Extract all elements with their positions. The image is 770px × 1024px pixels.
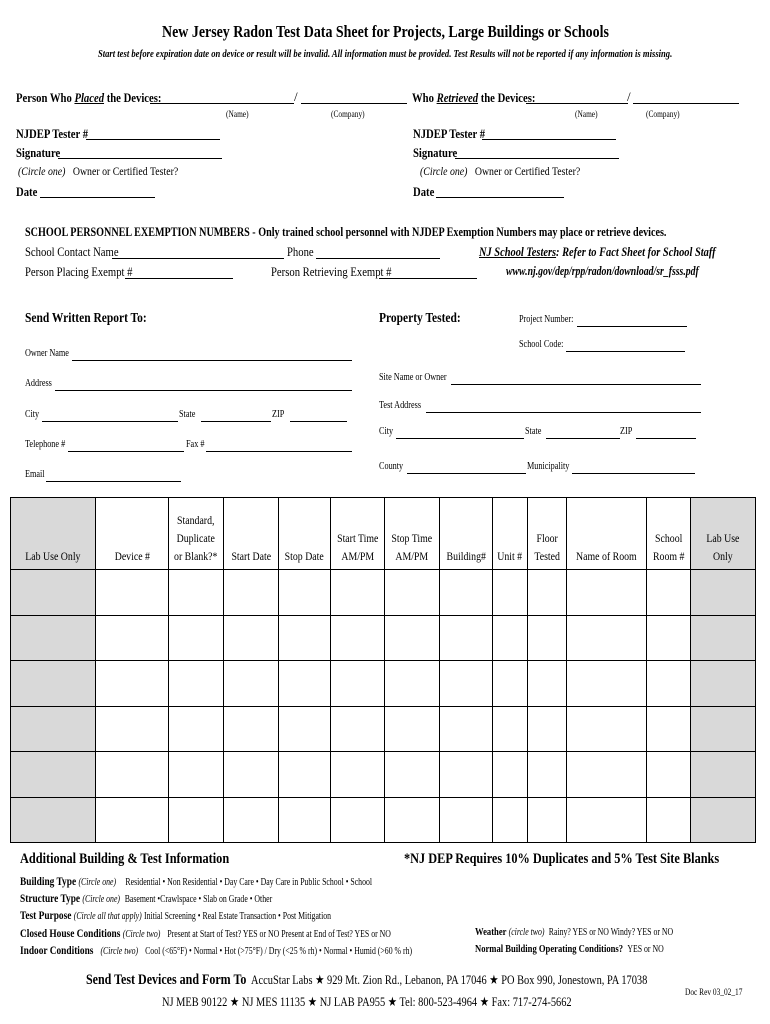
lab-use-cell xyxy=(11,752,96,798)
school-testers-link[interactable]: NJ School Testers xyxy=(479,244,557,259)
property-project-field[interactable] xyxy=(577,326,687,327)
lab-use-cell xyxy=(691,570,756,616)
retrieved-company-field[interactable] xyxy=(633,103,739,104)
page-subtitle: Start test before expiration date on device or result will be invalid. All information must be provided. Test Results will not be reported if any information is missing. xyxy=(97,48,673,60)
retrieved-name-field[interactable] xyxy=(526,103,628,104)
table-cell[interactable] xyxy=(330,797,385,843)
table-cell[interactable] xyxy=(493,706,527,752)
table-cell[interactable] xyxy=(223,615,279,661)
device-table xyxy=(10,497,756,843)
table-cell[interactable] xyxy=(279,661,330,707)
property-state-label: State xyxy=(525,426,542,437)
table-cell[interactable] xyxy=(223,706,279,752)
lab-use-cell xyxy=(691,661,756,707)
table-cell[interactable] xyxy=(527,661,566,707)
table-cell[interactable] xyxy=(223,661,279,707)
table-cell[interactable] xyxy=(527,752,566,798)
table-cell[interactable] xyxy=(95,797,169,843)
table-row xyxy=(11,570,756,616)
table-header-cell: Stop Time AM/PM xyxy=(385,498,440,570)
property-city-label: City xyxy=(379,426,394,437)
table-cell[interactable] xyxy=(527,570,566,616)
indoor-conditions-row[interactable]: Indoor Conditions (Circle two) Cool (<65°F) • Normal • Hot (>75°F) / Dry (<25 % rh) • Normal • Humid (>60 % rh) xyxy=(20,943,413,957)
structure-type-row[interactable]: Structure Type (Circle one) Basement •Crawlspace • Slab on Grade • Other xyxy=(20,891,273,905)
lab-use-cell xyxy=(691,615,756,661)
table-cell[interactable] xyxy=(279,615,330,661)
school-phone-field[interactable] xyxy=(316,258,440,259)
table-cell[interactable] xyxy=(439,706,493,752)
table-cell[interactable] xyxy=(567,615,647,661)
retrieved-circle-one[interactable]: (Circle one) Owner or Certified Tester? xyxy=(420,164,581,178)
table-cell[interactable] xyxy=(330,752,385,798)
table-cell[interactable] xyxy=(439,615,493,661)
table-row xyxy=(11,661,756,707)
table-cell[interactable] xyxy=(279,570,330,616)
duplicates-requirement: *NJ DEP Requires 10% Duplicates and 5% Test Site Blanks xyxy=(404,851,720,867)
lab-use-cell xyxy=(691,752,756,798)
table-row xyxy=(11,797,756,843)
lab-use-cell xyxy=(11,615,96,661)
table-cell[interactable] xyxy=(279,706,330,752)
lab-use-cell xyxy=(11,661,96,707)
table-cell[interactable] xyxy=(567,752,647,798)
table-cell[interactable] xyxy=(439,661,493,707)
retrieved-tester-field[interactable] xyxy=(482,139,616,140)
table-cell[interactable] xyxy=(385,615,440,661)
table-cell[interactable] xyxy=(493,752,527,798)
table-cell[interactable] xyxy=(330,615,385,661)
test-purpose-row[interactable]: Test Purpose (Circle all that apply) Initial Screening • Real Estate Transaction • Post Mitigation xyxy=(20,908,332,922)
school-phone-label: Phone xyxy=(287,244,314,259)
table-header-cell: Lab Use Only xyxy=(691,498,756,570)
normal-ops-row[interactable]: Normal Building Operating Conditions? YES or NO xyxy=(475,943,664,955)
school-retrieving-label: Person Retrieving Exempt # xyxy=(271,264,392,279)
table-cell[interactable] xyxy=(567,706,647,752)
table-cell[interactable] xyxy=(95,706,169,752)
report-zip-label: ZIP xyxy=(272,409,285,420)
property-municipality-field[interactable] xyxy=(572,473,695,474)
lab-use-cell xyxy=(691,706,756,752)
table-cell[interactable] xyxy=(385,570,440,616)
school-testers-note: NJ School Testers: Refer to Fact Sheet for School Staff xyxy=(479,244,716,259)
table-header-cell: Lab Use Only xyxy=(11,498,96,570)
table-cell[interactable] xyxy=(493,661,527,707)
table-header-cell: School Room # xyxy=(646,498,690,570)
table-cell[interactable] xyxy=(439,570,493,616)
property-zip-label: ZIP xyxy=(620,426,633,437)
table-cell[interactable] xyxy=(646,706,690,752)
report-address-field[interactable] xyxy=(55,390,352,391)
table-cell[interactable] xyxy=(223,797,279,843)
placed-circle-one[interactable]: (Circle one) Owner or Certified Tester? xyxy=(18,164,179,178)
table-cell[interactable] xyxy=(279,797,330,843)
table-cell[interactable] xyxy=(567,570,647,616)
table-header-cell: Standard, Duplicate or Blank?* xyxy=(169,498,224,570)
table-cell[interactable] xyxy=(223,752,279,798)
placed-name-caption: (Name) xyxy=(226,109,249,119)
property-address-field[interactable] xyxy=(426,412,701,413)
table-header-cell: Floor Tested xyxy=(527,498,566,570)
retrieved-date-label: Date xyxy=(413,184,435,199)
placed-devices-label: Person Who Placed the Devices: xyxy=(16,90,162,105)
table-cell[interactable] xyxy=(567,661,647,707)
table-header-cell: Building# xyxy=(439,498,493,570)
retrieved-slash: / xyxy=(627,89,631,104)
weather-row[interactable]: Weather (circle two) Rainy? YES or NO Windy? YES or NO xyxy=(475,926,674,938)
table-header-cell: Name of Room xyxy=(567,498,647,570)
property-zip-field[interactable] xyxy=(636,438,696,439)
lab-use-cell xyxy=(11,706,96,752)
school-retrieving-field[interactable] xyxy=(379,278,477,279)
table-cell[interactable] xyxy=(95,615,169,661)
table-header-cell: Stop Date xyxy=(279,498,330,570)
property-county-label: County xyxy=(379,461,404,472)
table-cell[interactable] xyxy=(385,752,440,798)
placed-signature-label: Signature xyxy=(16,145,61,160)
property-school-code-label: School Code: xyxy=(519,339,564,350)
report-fax-field[interactable] xyxy=(206,451,352,452)
table-header-cell: Device # xyxy=(95,498,169,570)
school-placing-field[interactable] xyxy=(125,278,233,279)
building-type-row[interactable]: Building Type (Circle one) Residential • Non Residential • Day Care • Day Care in Public School • School xyxy=(20,874,373,888)
report-city-field[interactable] xyxy=(42,421,178,422)
school-contact-label: School Contact Name xyxy=(25,244,119,259)
retrieved-signature-field[interactable] xyxy=(455,158,619,159)
placed-signature-field[interactable] xyxy=(58,158,222,159)
property-site-label: Site Name or Owner xyxy=(379,372,447,383)
table-cell[interactable] xyxy=(169,706,224,752)
report-city-label: City xyxy=(25,409,40,420)
table-cell[interactable] xyxy=(223,570,279,616)
property-county-field[interactable] xyxy=(407,473,526,474)
report-owner-field[interactable] xyxy=(72,360,352,361)
table-cell[interactable] xyxy=(527,706,566,752)
additional-heading: Additional Building & Test Information xyxy=(20,851,230,867)
table-cell[interactable] xyxy=(646,752,690,798)
school-fact-sheet-url[interactable]: www.nj.gov/dep/rpp/radon/download/sr_fsss.pdf xyxy=(506,264,699,278)
property-address-label: Test Address xyxy=(379,400,422,411)
table-cell[interactable] xyxy=(95,570,169,616)
report-telephone-label: Telephone # xyxy=(25,439,66,450)
property-state-field[interactable] xyxy=(546,438,620,439)
table-cell[interactable] xyxy=(493,615,527,661)
table-cell[interactable] xyxy=(439,797,493,843)
table-cell[interactable] xyxy=(493,570,527,616)
table-cell[interactable] xyxy=(330,570,385,616)
table-row xyxy=(11,752,756,798)
placed-company-caption: (Company) xyxy=(331,109,365,119)
school-exemption-heading: SCHOOL PERSONNEL EXEMPTION NUMBERS - Only trained school personnel with NJDEP Exemption Numbers may place or retrieve devices. xyxy=(25,225,667,239)
retrieved-date-field[interactable] xyxy=(436,197,564,198)
table-cell[interactable] xyxy=(646,797,690,843)
lab-use-cell xyxy=(691,797,756,843)
property-school-code-field[interactable] xyxy=(566,351,685,352)
report-state-label: State xyxy=(179,409,196,420)
property-municipality-label: Municipality xyxy=(527,461,570,472)
report-fax-label: Fax # xyxy=(186,439,205,450)
table-cell[interactable] xyxy=(527,615,566,661)
report-owner-label: Owner Name xyxy=(25,348,69,359)
table-cell[interactable] xyxy=(527,797,566,843)
placed-tester-label: NJDEP Tester # xyxy=(16,126,89,141)
footer-license-line: NJ MEB 90122 ★ NJ MES 11135 ★ NJ LAB PA955 ★ Tel: 800-523-4964 ★ Fax: 717-274-5662 xyxy=(162,994,572,1009)
table-header-cell: Start Time AM/PM xyxy=(330,498,385,570)
property-project-label: Project Number: xyxy=(519,314,574,325)
page-title: New Jersey Radon Test Data Sheet for Projects, Large Buildings or Schools xyxy=(161,22,609,41)
report-heading: Send Written Report To: xyxy=(25,311,147,326)
table-cell[interactable] xyxy=(169,797,224,843)
table-cell[interactable] xyxy=(330,661,385,707)
table-header-cell: Start Date xyxy=(223,498,279,570)
table-cell[interactable] xyxy=(646,570,690,616)
placed-company-field[interactable] xyxy=(301,103,407,104)
placed-name-field[interactable] xyxy=(150,103,294,104)
retrieved-signature-label: Signature xyxy=(413,145,458,160)
retrieved-tester-label: NJDEP Tester # xyxy=(413,126,486,141)
table-cell[interactable] xyxy=(567,797,647,843)
table-cell[interactable] xyxy=(95,752,169,798)
report-telephone-field[interactable] xyxy=(68,451,184,452)
placed-date-field[interactable] xyxy=(40,197,155,198)
report-email-field[interactable] xyxy=(46,481,181,482)
placed-tester-field[interactable] xyxy=(86,139,220,140)
table-cell[interactable] xyxy=(385,797,440,843)
table-cell[interactable] xyxy=(439,752,493,798)
retrieved-company-caption: (Company) xyxy=(646,109,680,119)
closed-house-row[interactable]: Closed House Conditions (Circle two) Present at Start of Test? YES or NO Present at End of Test? YES or NO xyxy=(20,926,391,940)
placed-slash: / xyxy=(294,89,298,104)
table-row xyxy=(11,706,756,752)
retrieved-devices-label: Who Retrieved the Devices: xyxy=(412,90,536,105)
school-placing-label: Person Placing Exempt # xyxy=(25,264,133,279)
property-heading: Property Tested: xyxy=(379,311,461,326)
table-cell[interactable] xyxy=(493,797,527,843)
table-cell[interactable] xyxy=(169,570,224,616)
table-cell[interactable] xyxy=(646,615,690,661)
table-cell[interactable] xyxy=(169,615,224,661)
table-header-row xyxy=(11,498,756,570)
school-contact-field[interactable] xyxy=(112,258,284,259)
report-state-field[interactable] xyxy=(201,421,271,422)
placed-date-label: Date xyxy=(16,184,38,199)
table-cell[interactable] xyxy=(279,752,330,798)
table-cell[interactable] xyxy=(169,661,224,707)
property-site-field[interactable] xyxy=(451,384,701,385)
table-cell[interactable] xyxy=(169,752,224,798)
lab-use-cell xyxy=(11,570,96,616)
retrieved-name-caption: (Name) xyxy=(575,109,598,119)
table-cell[interactable] xyxy=(330,706,385,752)
footer-send-line: Send Test Devices and Form To AccuStar Labs ★ 929 Mt. Zion Rd., Lebanon, PA 17046 ★ PO Box 990, Jonestown, PA 17038 xyxy=(86,972,648,988)
table-cell[interactable] xyxy=(95,661,169,707)
property-city-field[interactable] xyxy=(396,438,524,439)
table-cell[interactable] xyxy=(385,661,440,707)
table-header-cell: Unit # xyxy=(493,498,527,570)
table-row xyxy=(11,615,756,661)
report-zip-field[interactable] xyxy=(290,421,347,422)
report-address-label: Address xyxy=(25,378,52,389)
lab-use-cell xyxy=(11,797,96,843)
doc-revision: Doc Rev 03_02_17 xyxy=(685,987,743,997)
report-email-label: Email xyxy=(25,469,45,480)
table-cell[interactable] xyxy=(646,661,690,707)
table-cell[interactable] xyxy=(385,706,440,752)
